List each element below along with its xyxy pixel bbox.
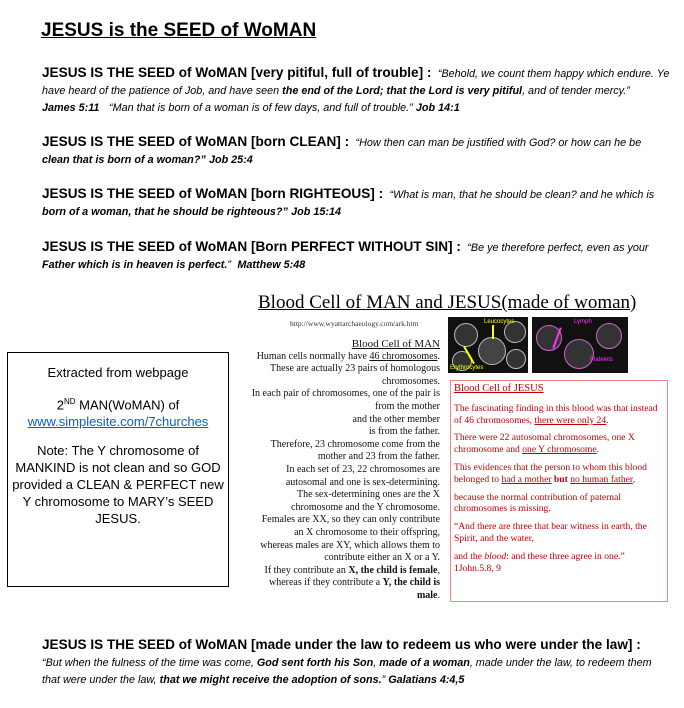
page-title: JESUS is the SEED of WoMAN — [41, 20, 317, 41]
blood-title: Blood Cell of MAN and JESUS(made of woman) — [258, 292, 637, 313]
section-heading: JESUS IS THE SEED of WoMAN [made under the law to redeem us who were under the law] : — [42, 637, 641, 652]
micro-label: Leucocytes — [484, 319, 515, 325]
quote-bold: the end of the Lord; that the Lord is very pitiful — [282, 85, 523, 97]
quote: , and of tender mercy.” — [522, 85, 630, 97]
micro-label: Erythrocytes — [450, 365, 484, 371]
section-righteous — [42, 185, 672, 221]
extracted-label: Extracted from webpage — [47, 365, 189, 380]
man-text: Blood Cell of MAN Human cells normally have 46 chromosomes. These are actually 23 pairs of homologous chromosomes. In each pair of chromosomes, one of the pair is from the mother and the other member is from the father. Therefore, 23 chromosome come from the mother and 23 from the father. In each set of 23, 22 chromosomes are autosomal and one is sex-determining. The sex-determining ones are the X chromosome and the Y chromosome. Females are XX, so they can only contribute an X chromosome to their offspring, whereas males are XY, which allows them to contribute either an X or a Y. If they contribute an X, the child is female, whereas if they contribute a Y, the child is male. — [234, 338, 440, 602]
source-url: http://www.wyattarchaeology.com/ark.htm — [290, 319, 419, 328]
section-heading: JESUS IS THE SEED of WoMAN [very pitiful, full of trouble] : — [42, 65, 432, 80]
quote-bold: born of a woman, that he should be righteous?” — [42, 206, 288, 218]
reference: James 5:11 — [42, 102, 100, 114]
quote: “Behold, we count them happy which endure. Ye have heard of the patience of Job, and have seen — [42, 68, 670, 97]
section-pitiful — [42, 64, 672, 117]
reference: Job 14:1 — [415, 102, 460, 114]
section-clean — [42, 133, 672, 169]
quote: “Man that is born of a woman is of few days, and full of trouble.” — [109, 102, 413, 114]
section-under-law: JESUS IS THE SEED of WoMAN [made under the law to redeem us who were under the law] : “But when the fulness of the time was come, God sent forth his Son, made of a woman, made under the law, to redeem them that were under the law, that we might receive the adoption of sons.” Galatians 4:4,5 — [42, 637, 652, 686]
note-box — [7, 352, 229, 587]
quote: “How then can man be justified with God? or how can he be — [355, 137, 642, 149]
quote-bold: Father which is in heaven is perfect. — [42, 259, 228, 271]
reference: Job 25:4 — [208, 154, 253, 166]
jesus-text-box: Blood Cell of JESUS The fascinating finding in this blood was that instead of 46 chromosomes, there were only 24. There were 22 autosomal chromosomes, one X chromosome and one Y chromosome. This evidences that the person to whom this blood belonged to had a mother but no human father, because the normal contribution of paternal chromosomes is missing. “And there are three that bear witness in earth, the Spirit, and the water, and the blood: and these three agree in one.” 1John.5.8, 9 — [450, 380, 668, 602]
blood-cell-image — [234, 290, 670, 612]
quote-bold: clean that is born of a woman?” — [42, 154, 206, 166]
reference: Matthew 5:48 — [237, 259, 306, 271]
source-line: 2ND MAN(WoMAN) of www.simplesite.com/7churches — [27, 397, 209, 430]
quote: ” — [227, 259, 232, 271]
man-title: Blood Cell of MAN — [351, 338, 440, 350]
microscope-image-1 — [448, 317, 528, 373]
reference: Job 15:14 — [291, 206, 341, 218]
micro-label: Lymph — [574, 319, 592, 325]
note-text: Note: The Y chromosome of MANKIND is not clean and so GOD provided a CLEAN & PERFECT new Y chromosome to MARY’s SEED JESUS. — [12, 443, 224, 527]
section-heading: JESUS IS THE SEED of WoMAN [born CLEAN] : — [42, 134, 350, 149]
section-heading: JESUS IS THE SEED of WoMAN [Born PERFECT WITHOUT SIN] : — [42, 239, 461, 254]
reference: Galatians 4:4,5 — [388, 674, 465, 686]
micro-label: Platelets — [590, 357, 614, 363]
quote: “What is man, that he should be clean? and he which is — [389, 189, 655, 201]
section-heading: JESUS IS THE SEED of WoMAN [born RIGHTEOUS] : — [42, 186, 384, 201]
section-perfect — [42, 238, 672, 274]
microscope-image-2 — [532, 317, 628, 373]
source-link[interactable]: www.simplesite.com/7churches — [27, 414, 209, 430]
jesus-title: Blood Cell of JESUS — [454, 383, 544, 394]
quote: “But when the fulness of the time was come, — [42, 657, 257, 669]
quote: “Be ye therefore perfect, even as your — [467, 242, 649, 254]
